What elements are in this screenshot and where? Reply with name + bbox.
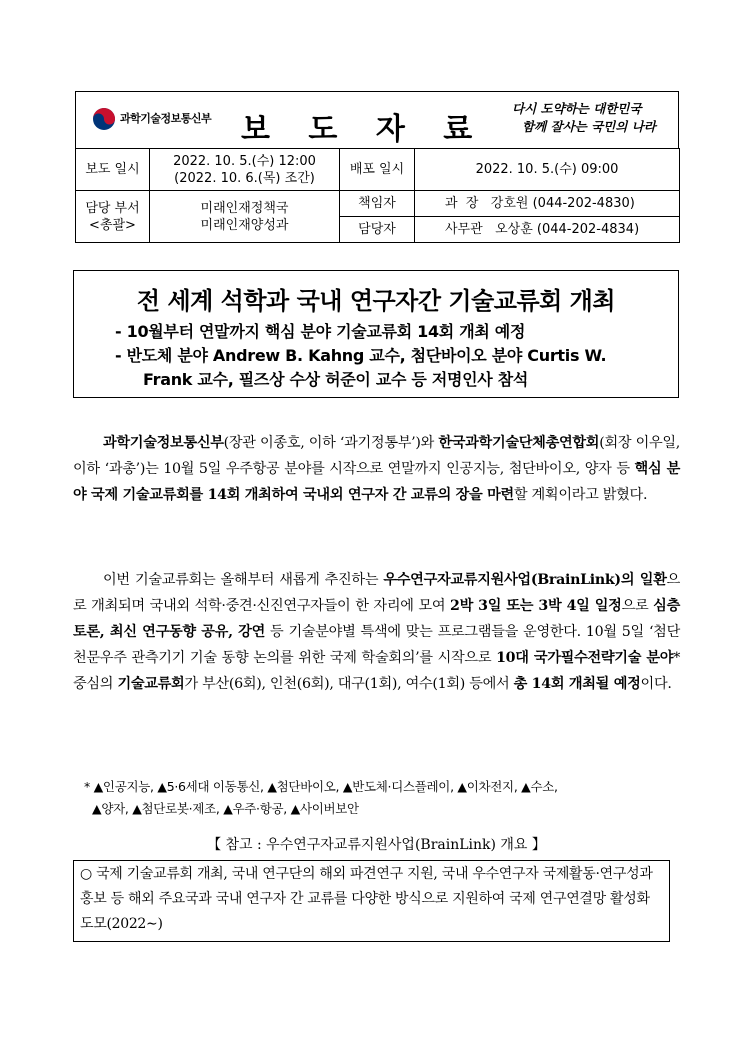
p1-run: 과학기술정보통신부: [103, 435, 224, 451]
ministry-name: 과학기술정보통신부: [120, 112, 212, 125]
responsible-label: 책임자: [340, 191, 415, 217]
responsible-value: 과 장 강호원 (044-202-4830): [415, 191, 680, 217]
paragraph-2-text: [73, 572, 680, 692]
slogan-line-1: 다시 도약하는 대한민국: [512, 101, 642, 116]
release-label: 보도 일시: [76, 149, 150, 191]
taegeuk-logo-icon: [92, 107, 116, 131]
p2-run: 2박 3일 또는 3박 4일 일정: [450, 598, 622, 614]
main-title: 전 세계 석학과 국내 연구자간 기술교류회 개최: [136, 287, 616, 315]
subtitle-2b: Frank 교수, 필즈상 수상 허준이 교수 등 저명인사 참석: [143, 370, 529, 389]
subtitle-2a: - 반도체 분야 Andrew B. Kahng 교수, 첨단바이오 분야 Curtis W.: [115, 346, 607, 365]
p2-run: 으로 개최되며 국내외 석학·중견·신진연구자들이 한 자리에 모여: [73, 572, 680, 614]
reference-heading: 【 참고 : 우수연구자교류지원사업(BrainLink) 개요 】: [207, 837, 546, 853]
slogan: [512, 100, 656, 136]
p2-run: 이다.: [640, 676, 672, 692]
contact-value: 사무관 오상훈 (044-202-4834): [415, 217, 680, 243]
p2-run: 총 14회 개최될 예정: [513, 676, 641, 692]
p1-run: 한국과학기술단체총연합회: [438, 435, 600, 451]
p2-run: 우수연구자교류지원사업(BrainLink)의 일환: [383, 572, 667, 588]
reference-text: ○ 국제 기술교류회 개최, 국내 연구단의 해외 파견연구 지원, 국내 우수연구자 국제활동·연구성과 홍보 등 해외 주요국과 국내 연구자 간 교류를 다양한 방식으로 지원하여 국제 연구연결망 활성화 도모(2022∼): [80, 866, 653, 932]
slogan-line-2: 함께 잘사는 국민의 나라: [522, 119, 656, 134]
distribution-label: 배포 일시: [340, 149, 415, 191]
release-value: 2022. 10. 5.(수) 12:00 (2022. 10. 6.(목) 조간): [150, 149, 340, 191]
dept-value: 미래인재정책국 미래인재양성과: [150, 191, 340, 243]
p1-run: 핵심 분야 국제 기술교류회를 14회 개최하여 국내외 연구자 간 교류의 장을 마련: [73, 461, 680, 503]
p1-run: (장관 이종호, 이하 ‘과기정통부’)와: [223, 435, 439, 451]
p2-run: 심층 토론, 최신 연구동향 공유, 강연: [73, 598, 680, 640]
p2-run: * 중심의: [73, 650, 680, 692]
p2-run: 등 기술분야별 특색에 맞는 프로그램들을 운영한다. 10월 5일 ‘첨단 천문우주 관측기기 기술 동향 논의를 위한 국제 학술회의’를 시작으로: [73, 624, 680, 666]
dept-label: 담당 부서 <총괄>: [76, 191, 150, 243]
paragraph-1: [73, 430, 680, 508]
paragraph-1-text: [73, 435, 680, 503]
distribution-value: 2022. 10. 5.(수) 09:00: [415, 149, 680, 191]
paragraph-2: [73, 567, 680, 697]
p2-run: 이번 기술교류회는 올해부터 새롭게 추진하는: [103, 572, 384, 588]
subtitle-1: - 10월부터 연말까지 핵심 분야 기술교류회 14회 개최 예정: [115, 322, 526, 341]
doc-type-title: 보 도 자 료: [241, 112, 487, 147]
footnote: * ▲인공지능, ▲5·6세대 이동통신, ▲첨단바이오, ▲반도체·디스플레이, ▲이차전지, ▲수소, ▲양자, ▲첨단로봇·제조, ▲우주·항공, ▲사이버보안: [84, 779, 558, 816]
p2-run: 기술교류회: [117, 676, 185, 692]
release-info-table: [75, 148, 680, 243]
p1-run: 할 계획이라고 밝혔다.: [513, 487, 648, 503]
p1-run: (회장 이우일, 이하 ‘과총’)는 10월 5일 우주항공 분야를 시작으로 연말까지 인공지능, 첨단바이오, 양자 등: [73, 435, 680, 477]
p2-run: 으로: [621, 598, 654, 614]
contact-label: 담당자: [340, 217, 415, 243]
p2-run: 10대 국가필수전략기술 분야: [496, 650, 674, 666]
p2-run: 가 부산(6회), 인천(6회), 대구(1회), 여수(1회) 등에서: [184, 676, 514, 692]
